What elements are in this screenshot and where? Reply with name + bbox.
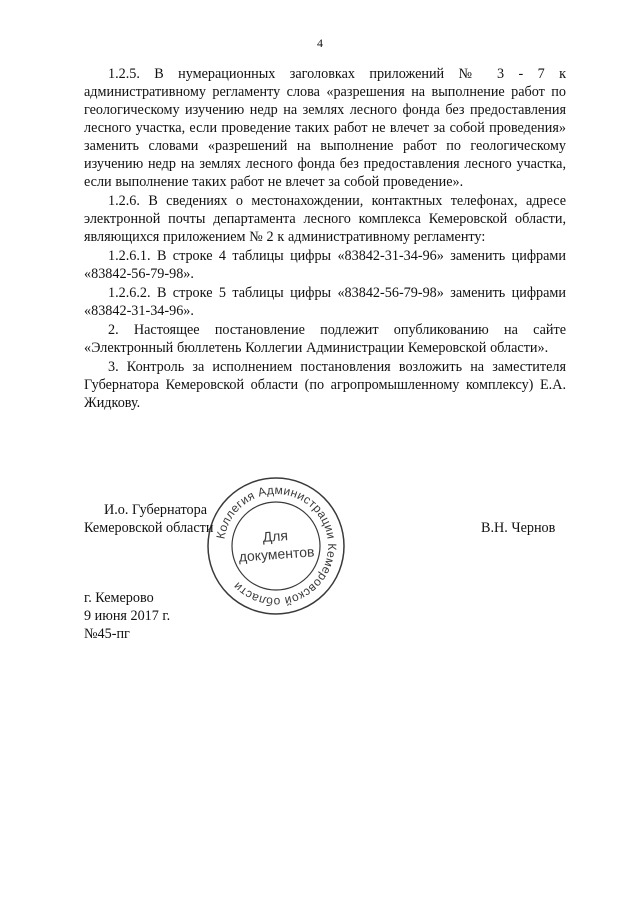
paragraph-1-2-5: 1.2.5. В нумерационных заголовках приложений № 3 - 7 к административному регламенту слова «разрешения на выполнение работ по геологическому изучению недр на землях лесного фонда без предоставления лесного участка, если проведение таких работ не влечет за собой проведения» заменить словами «разрешений на выполнение работ по геологическому изучению недр на землях лесного фонда без предоставления лесного участка, если выполнение таких работ не влечет за собой проведение». [84,66,566,190]
paragraph-1-2-6: 1.2.6. В сведениях о местонахождении, контактных телефонах, адресе электронной почты департамента лесного комплекса Кемеровской области, являющихся приложением № 2 к административному регламенту: [84,193,566,245]
document-footer [84,589,170,643]
footer-date: 9 июня 2017 г. [84,608,171,624]
signatory-title-line-1: И.о. Губернатора [104,502,207,518]
stamp-center-line-2: документов [238,543,315,565]
signatory-name: В.Н. Чернов [481,520,556,536]
footer-city: г. Кемерово [84,590,154,606]
paragraph-3: 3. Контроль за исполнением постановления возложить на заместителя Губернатора Кемеровской области (по агропромышленному комплексу) Е.А. Жидкову. [84,359,566,411]
official-stamp [205,475,347,617]
signatory-title-line-2: Кемеровской области [84,520,214,536]
stamp-ring-text: Коллегия Администрации Кемеровской области [213,482,340,610]
paragraph-2: 2. Настоящее постановление подлежит опубликованию на сайте «Электронный бюллетень Коллегии Администрации Кемеровской области». [84,322,566,356]
paragraph-1-2-6-2: 1.2.6.2. В строке 5 таблицы цифры «83842-56-79-98» заменить цифрами «83842-31-34-96». [84,285,566,319]
stamp-center-line-1: Для [262,527,289,545]
paragraph-1-2-6-1: 1.2.6.1. В строке 4 таблицы цифры «83842-31-34-96» заменить цифрами «83842-56-79-98». [84,248,566,282]
footer-number: №45-пг [84,626,130,642]
document-body [84,65,566,413]
page-number: 4 [317,36,323,50]
